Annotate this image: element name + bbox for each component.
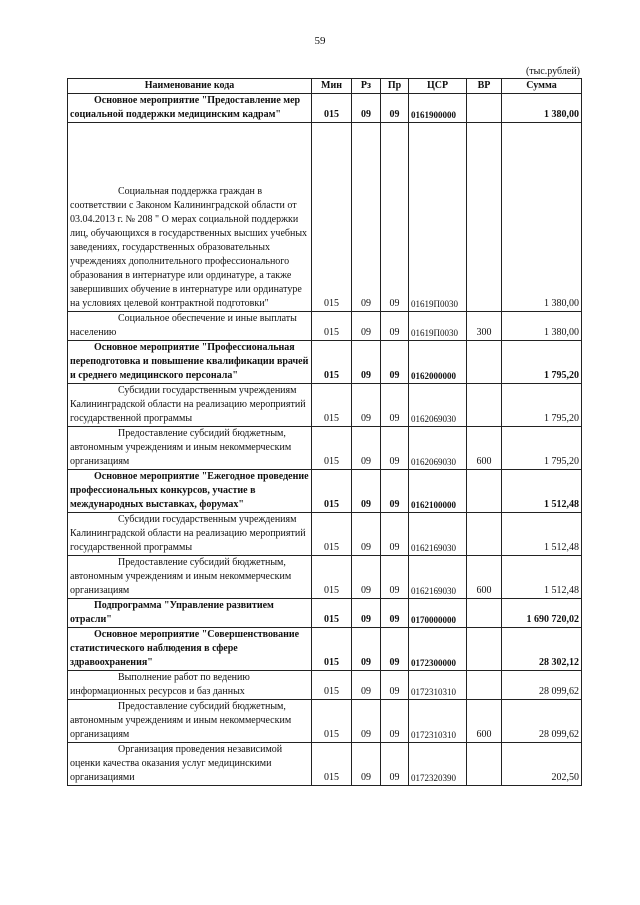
row-pr: 09 xyxy=(381,312,409,341)
row-rz: 09 xyxy=(352,384,381,427)
row-rz: 09 xyxy=(352,341,381,384)
row-rz: 09 xyxy=(352,312,381,341)
table-row xyxy=(68,743,582,786)
row-sum: 1 795,20 xyxy=(502,341,582,384)
row-name xyxy=(68,513,312,556)
row-sum: 1 795,20 xyxy=(502,384,582,427)
row-csr: 0162069030 xyxy=(409,384,467,427)
row-name xyxy=(68,94,312,123)
row-min: 015 xyxy=(312,123,352,312)
row-min: 015 xyxy=(312,470,352,513)
row-rz: 09 xyxy=(352,671,381,700)
row-name xyxy=(68,556,312,599)
row-min: 015 xyxy=(312,556,352,599)
table-row xyxy=(68,628,582,671)
row-csr: 01619П0030 xyxy=(409,312,467,341)
row-name xyxy=(68,427,312,470)
row-name-text: Социальная поддержка граждан в соответствии с Законом Калининградской области от 03.04.2013 г. № 208 " О мерах социальной поддержки лиц, обучающихся в государственных высших учебных заведениях, государственных образовательных учреждениях дополнительного профессионального образования в интернатуре или ординатуре, а также завершивших обучение в интернатуре или ординатуре на условиях целевой контрактной подготовки" xyxy=(70,186,308,309)
row-rz: 09 xyxy=(352,599,381,628)
table-row xyxy=(68,94,582,123)
row-name-text: Основное мероприятие "Профессиональная переподготовка и повышение квалификации врачей и среднего медицинского персонала" xyxy=(70,342,309,381)
row-name xyxy=(68,743,312,786)
row-name xyxy=(68,312,312,341)
row-min: 015 xyxy=(312,312,352,341)
header-sum: Сумма xyxy=(502,79,582,94)
row-csr: 0172310310 xyxy=(409,671,467,700)
row-sum: 28 099,62 xyxy=(502,700,582,743)
row-sum: 1 795,20 xyxy=(502,427,582,470)
row-pr: 09 xyxy=(381,743,409,786)
row-vr xyxy=(467,628,502,671)
table-row xyxy=(68,341,582,384)
row-sum: 1 380,00 xyxy=(502,312,582,341)
row-min: 015 xyxy=(312,599,352,628)
table-header-row xyxy=(68,79,582,94)
row-vr xyxy=(467,384,502,427)
row-name-text: Основное мероприятие "Ежегодное проведение профессиональных конкурсов, участие в международных выставках, форумах" xyxy=(70,471,309,510)
row-min: 015 xyxy=(312,743,352,786)
header-pr: Пр xyxy=(381,79,409,94)
row-name xyxy=(68,384,312,427)
row-name xyxy=(68,341,312,384)
table-row xyxy=(68,384,582,427)
row-rz: 09 xyxy=(352,470,381,513)
row-vr: 600 xyxy=(467,556,502,599)
row-sum: 1 380,00 xyxy=(502,123,582,312)
header-csr: ЦСР xyxy=(409,79,467,94)
row-vr xyxy=(467,470,502,513)
row-pr: 09 xyxy=(381,427,409,470)
table-row xyxy=(68,599,582,628)
row-csr: 0162069030 xyxy=(409,427,467,470)
row-vr: 300 xyxy=(467,312,502,341)
table-row xyxy=(68,671,582,700)
row-rz: 09 xyxy=(352,94,381,123)
header-vr: ВР xyxy=(467,79,502,94)
row-vr xyxy=(467,123,502,312)
row-name xyxy=(68,599,312,628)
row-csr: 0172320390 xyxy=(409,743,467,786)
row-name-text: Выполнение работ по ведению информационных ресурсов и баз данных xyxy=(70,672,250,697)
row-pr: 09 xyxy=(381,599,409,628)
row-pr: 09 xyxy=(381,628,409,671)
row-sum: 1 690 720,02 xyxy=(502,599,582,628)
row-pr: 09 xyxy=(381,384,409,427)
row-csr: 0172310310 xyxy=(409,700,467,743)
row-vr: 600 xyxy=(467,700,502,743)
row-sum: 1 512,48 xyxy=(502,556,582,599)
row-rz: 09 xyxy=(352,628,381,671)
row-min: 015 xyxy=(312,94,352,123)
row-name xyxy=(68,671,312,700)
row-name-text: Основное мероприятие "Совершенствование статистического наблюдения в сфере здравоохранения" xyxy=(70,629,300,668)
row-min: 015 xyxy=(312,341,352,384)
row-name-text: Организация проведения независимой оценки качества оказания услуг медицинскими организациями xyxy=(70,744,283,783)
row-min: 015 xyxy=(312,628,352,671)
table-row xyxy=(68,513,582,556)
row-csr: 0162000000 xyxy=(409,341,467,384)
row-csr: 0162100000 xyxy=(409,470,467,513)
row-sum: 1 512,48 xyxy=(502,470,582,513)
row-name-text: Предоставление субсидий бюджетным, автономным учреждениям и иным некоммерческим организациям xyxy=(70,557,292,596)
table-row xyxy=(68,556,582,599)
row-rz: 09 xyxy=(352,513,381,556)
row-name xyxy=(68,628,312,671)
row-vr: 600 xyxy=(467,427,502,470)
row-csr: 0161900000 xyxy=(409,94,467,123)
row-name-text: Предоставление субсидий бюджетным, автономным учреждениям и иным некоммерческим организациям xyxy=(70,701,292,740)
row-name xyxy=(68,123,312,312)
row-sum: 28 302,12 xyxy=(502,628,582,671)
row-sum: 202,50 xyxy=(502,743,582,786)
row-name-text: Подпрограмма "Управление развитием отрасли" xyxy=(70,600,274,625)
row-name-text: Основное мероприятие "Предоставление мер социальной поддержки медицинским кадрам" xyxy=(70,95,301,120)
row-name-text: Субсидии государственным учреждениям Калининградской области на реализацию мероприятий государственной программы xyxy=(70,514,306,553)
row-csr: 0172300000 xyxy=(409,628,467,671)
row-sum: 28 099,62 xyxy=(502,671,582,700)
row-vr xyxy=(467,94,502,123)
header-name: Наименование кода xyxy=(68,79,312,94)
row-name-text: Субсидии государственным учреждениям Калининградской области на реализацию мероприятий государственной программы xyxy=(70,385,306,424)
row-name xyxy=(68,470,312,513)
row-pr: 09 xyxy=(381,700,409,743)
row-vr xyxy=(467,743,502,786)
row-pr: 09 xyxy=(381,671,409,700)
row-vr xyxy=(467,671,502,700)
row-min: 015 xyxy=(312,427,352,470)
row-sum: 1 380,00 xyxy=(502,94,582,123)
row-pr: 09 xyxy=(381,513,409,556)
units-label: (тыс.рублей) xyxy=(525,66,580,77)
row-csr: 0162169030 xyxy=(409,513,467,556)
row-rz: 09 xyxy=(352,427,381,470)
table-body xyxy=(68,94,582,786)
row-name-text: Социальное обеспечение и иные выплаты населению xyxy=(70,313,297,338)
row-min: 015 xyxy=(312,700,352,743)
row-min: 015 xyxy=(312,513,352,556)
table-row xyxy=(68,123,582,312)
page-number: 59 xyxy=(314,35,326,47)
row-min: 015 xyxy=(312,384,352,427)
row-vr xyxy=(467,341,502,384)
row-pr: 09 xyxy=(381,341,409,384)
row-csr: 0170000000 xyxy=(409,599,467,628)
row-csr: 01619П0030 xyxy=(409,123,467,312)
table-row xyxy=(68,470,582,513)
row-vr xyxy=(467,599,502,628)
row-name xyxy=(68,700,312,743)
row-pr: 09 xyxy=(381,556,409,599)
row-rz: 09 xyxy=(352,556,381,599)
row-sum: 1 512,48 xyxy=(502,513,582,556)
table-row xyxy=(68,312,582,341)
header-min: Мин xyxy=(312,79,352,94)
row-pr: 09 xyxy=(381,470,409,513)
row-pr: 09 xyxy=(381,123,409,312)
row-rz: 09 xyxy=(352,700,381,743)
table-row xyxy=(68,700,582,743)
row-pr: 09 xyxy=(381,94,409,123)
row-csr: 0162169030 xyxy=(409,556,467,599)
row-min: 015 xyxy=(312,671,352,700)
table-row xyxy=(68,427,582,470)
budget-table xyxy=(67,78,582,786)
row-name-text: Предоставление субсидий бюджетным, автономным учреждениям и иным некоммерческим организациям xyxy=(70,428,292,467)
header-rz: Рз xyxy=(352,79,381,94)
row-rz: 09 xyxy=(352,743,381,786)
row-rz: 09 xyxy=(352,123,381,312)
row-vr xyxy=(467,513,502,556)
